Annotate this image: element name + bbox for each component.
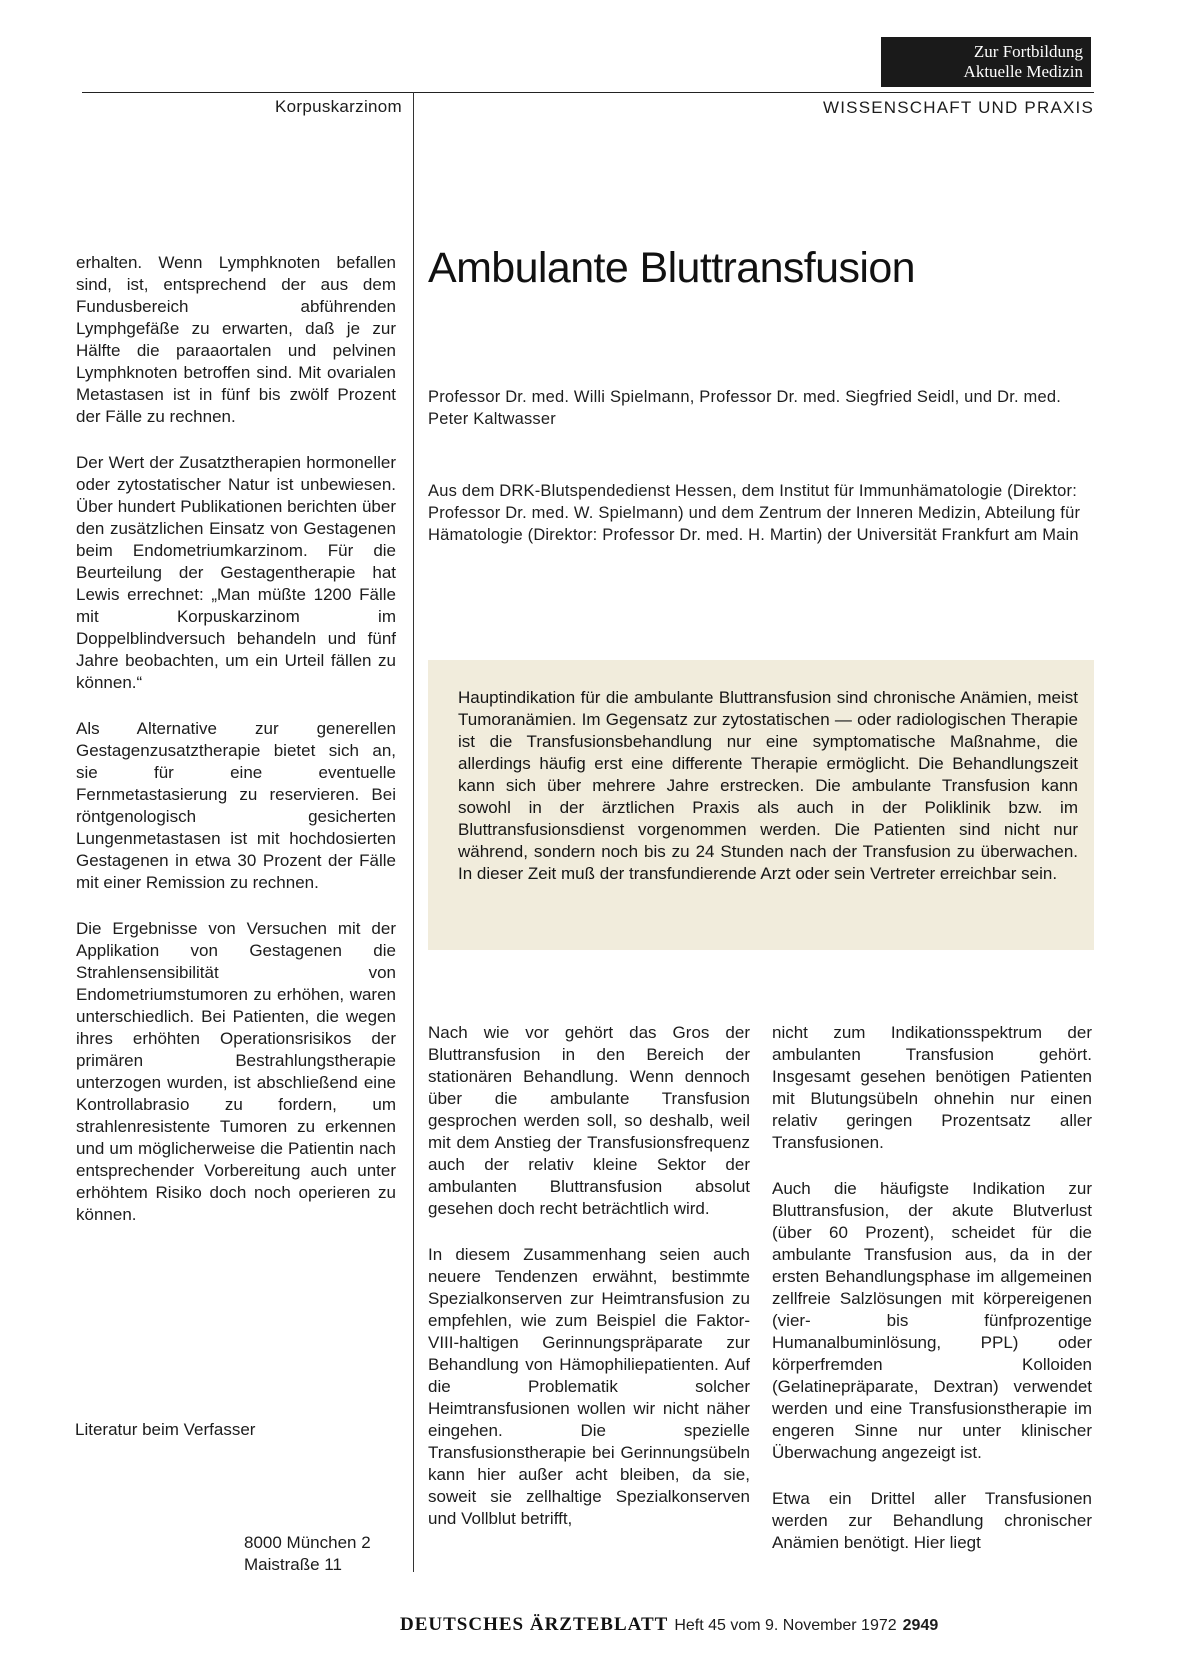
issue-info: Heft 45 vom 9. November 1972 [674, 1617, 897, 1634]
left-paragraph: Die Ergebnisse von Versuchen mit der Applikation von Gestagenen die Strahlensensibilität von Endometriumstumoren zu erhöhen, waren unterschiedlich. Bei Patienten, die wegen ihres erhöhten Operationsrisikos der primären Bestrahlungstherapie unterzogen wurden, ist abschließend eine Kontrollabrasio zu fordern, um strahlenresistente Tumoren zu erkennen und um möglicherweise die Patientin nach entsprechender Vorbereitung auch unter erhöhtem Risiko doch noch operieren zu können. [76, 919, 396, 1224]
right-column [772, 1022, 1092, 1578]
column-divider [413, 92, 414, 1572]
running-head-right: WISSENSCHAFT UND PRAXIS [823, 98, 1094, 117]
abstract-box [428, 660, 1094, 950]
left-column [76, 252, 396, 1250]
middle-paragraph: In diesem Zusammenhang seien auch neuere Tendenzen erwähnt, bestimmte Spezialkonserven zur Heimtransfusion zu empfehlen, wie zum Beispiel die Faktor-VIII-haltigen Gerinnungspräparate zur Behandlung von Hämophiliepatienten. Auf die Problematik solcher Heimtransfusionen wollen wir nicht näher eingehen. Die spezielle Transfusionstherapie bei Gerinnungsübeln kann hier außer acht bleiben, da sie, soweit sie zellhaltige Spezialkonserven und Vollblut betrifft, [428, 1245, 750, 1528]
right-paragraph: Auch die häufigste Indikation zur Bluttransfusion, der akute Blutverlust (über 60 Prozent), scheidet für die ambulante Transfusion aus, da in der ersten Behandlungsphase im allgemeinen zellfreie Salzlösungen mit körpereigenen (vier- bis fünfprozentige Humanalbuminlösung, PPL) oder körperfremden Kolloiden (Gelatinepräparate, Dextran) verwendet werden und eine Transfusionstherapie im engeren Sinne nur unter klinischer Überwachung angezeigt ist. [772, 1179, 1092, 1462]
article-affiliation: Aus dem DRK-Blutspendedienst Hessen, dem Institut für Immunhämatologie (Direktor: Professor Dr. med. W. Spielmann) und dem Zentrum der Inneren Medizin, Abteilung für Hämatologie (Direktor: Professor Dr. med. H. Martin) der Universität Frankfurt am Main [428, 482, 1081, 544]
page-number: 2949 [902, 1617, 939, 1634]
left-paragraph: erhalten. Wenn Lymphknoten befallen sind, ist, entsprechend der aus dem Fundusbereich abführenden Lymphgefäße zu erwarten, daß je zur Hälfte die paraaortalen und pelvinen Lymphknoten betroffen sind. Mit ovarialen Metastasen ist in fünf bis zwölf Prozent der Fälle zu rechnen. [76, 253, 396, 426]
address-line-1: 8000 München 2 [244, 1533, 371, 1552]
middle-column [428, 1022, 750, 1554]
left-paragraph: Als Alternative zur generellen Gestagenzusatztherapie bietet sich an, sie für eine eventuelle Fernmetastasierung zu reservieren. Bei röntgenologisch gesicherten Lungenmetastasen ist mit hochdosierten Gestagenen in etwa 30 Prozent der Fälle mit einer Remission zu rechnen. [76, 719, 396, 892]
article-title: Ambulante Bluttransfusion [428, 244, 915, 292]
page-footer [400, 1614, 1094, 1636]
journal-name: DEUTSCHES ÄRZTEBLATT [400, 1614, 669, 1635]
article-authors: Professor Dr. med. Willi Spielmann, Professor Dr. med. Siegfried Seidl, und Dr. med. Peter Kaltwasser [428, 388, 1062, 428]
address-line-2: Maistraße 11 [244, 1555, 342, 1574]
badge-line-2: Aktuelle Medizin [963, 62, 1083, 81]
right-paragraph: nicht zum Indikationsspektrum der ambulanten Transfusion gehört. Insgesamt gesehen benötigen Patienten mit Blutungsübeln ohnehin nur einen relativ geringen Prozentsatz aller Transfusionen. [772, 1023, 1092, 1152]
abstract-text: Hauptindikation für die ambulante Bluttransfusion sind chronische Anämien, meist Tumoranämien. Im Gegensatz zur zytostatischen — oder radiologischen Therapie ist die Transfusionsbehandlung nur eine symptomatische Maßnahme, die allerdings häufig erst eine differente Therapie ermöglicht. Die Behandlungszeit kann sich über mehrere Jahre erstrecken. Die ambulante Transfusion kann sowohl in der ärztlichen Praxis als auch in der Poliklinik bzw. im Bluttransfusionsdienst vorgenommen werden. Die Patienten sind nicht nur während, sondern noch bis zu 24 Stunden nach der Transfusion zu überwachen. In dieser Zeit muß der transfundierende Arzt oder sein Vertreter erreichbar sein. [458, 688, 1078, 883]
section-badge [881, 37, 1091, 87]
middle-paragraph: Nach wie vor gehört das Gros der Bluttransfusion in den Bereich der stationären Behandlung. Wenn dennoch über die ambulante Transfusion gesprochen werden soll, so deshalb, weil mit dem Anstieg der Transfusionsfrequenz auch der relativ kleine Sektor der ambulanten Bluttransfusion absolut gesehen doch recht beträchtlich wird. [428, 1023, 750, 1218]
literature-note: Literatur beim Verfasser [75, 1420, 256, 1439]
author-address [244, 1532, 394, 1576]
header-rule [82, 92, 1094, 93]
running-head-left: Korpuskarzinom [274, 97, 402, 116]
left-paragraph: Der Wert der Zusatztherapien hormoneller oder zytostatischer Natur ist unbewiesen. Über hundert Publikationen berichten über den zusätzlichen Einsatz von Gestagenen beim Endometriumkarzinom. Für die Beurteilung der Gestagentherapie hat Lewis errechnet: „Man müßte 1200 Fälle mit Korpuskarzinom im Doppelblindversuch behandeln und fünf Jahre beobachten, um ein Urteil fällen zu können.“ [76, 453, 396, 692]
badge-line-1: Zur Fortbildung [973, 42, 1083, 61]
right-paragraph: Etwa ein Drittel aller Transfusionen werden zur Behandlung chronischer Anämien benötigt. Hier liegt [772, 1489, 1092, 1552]
